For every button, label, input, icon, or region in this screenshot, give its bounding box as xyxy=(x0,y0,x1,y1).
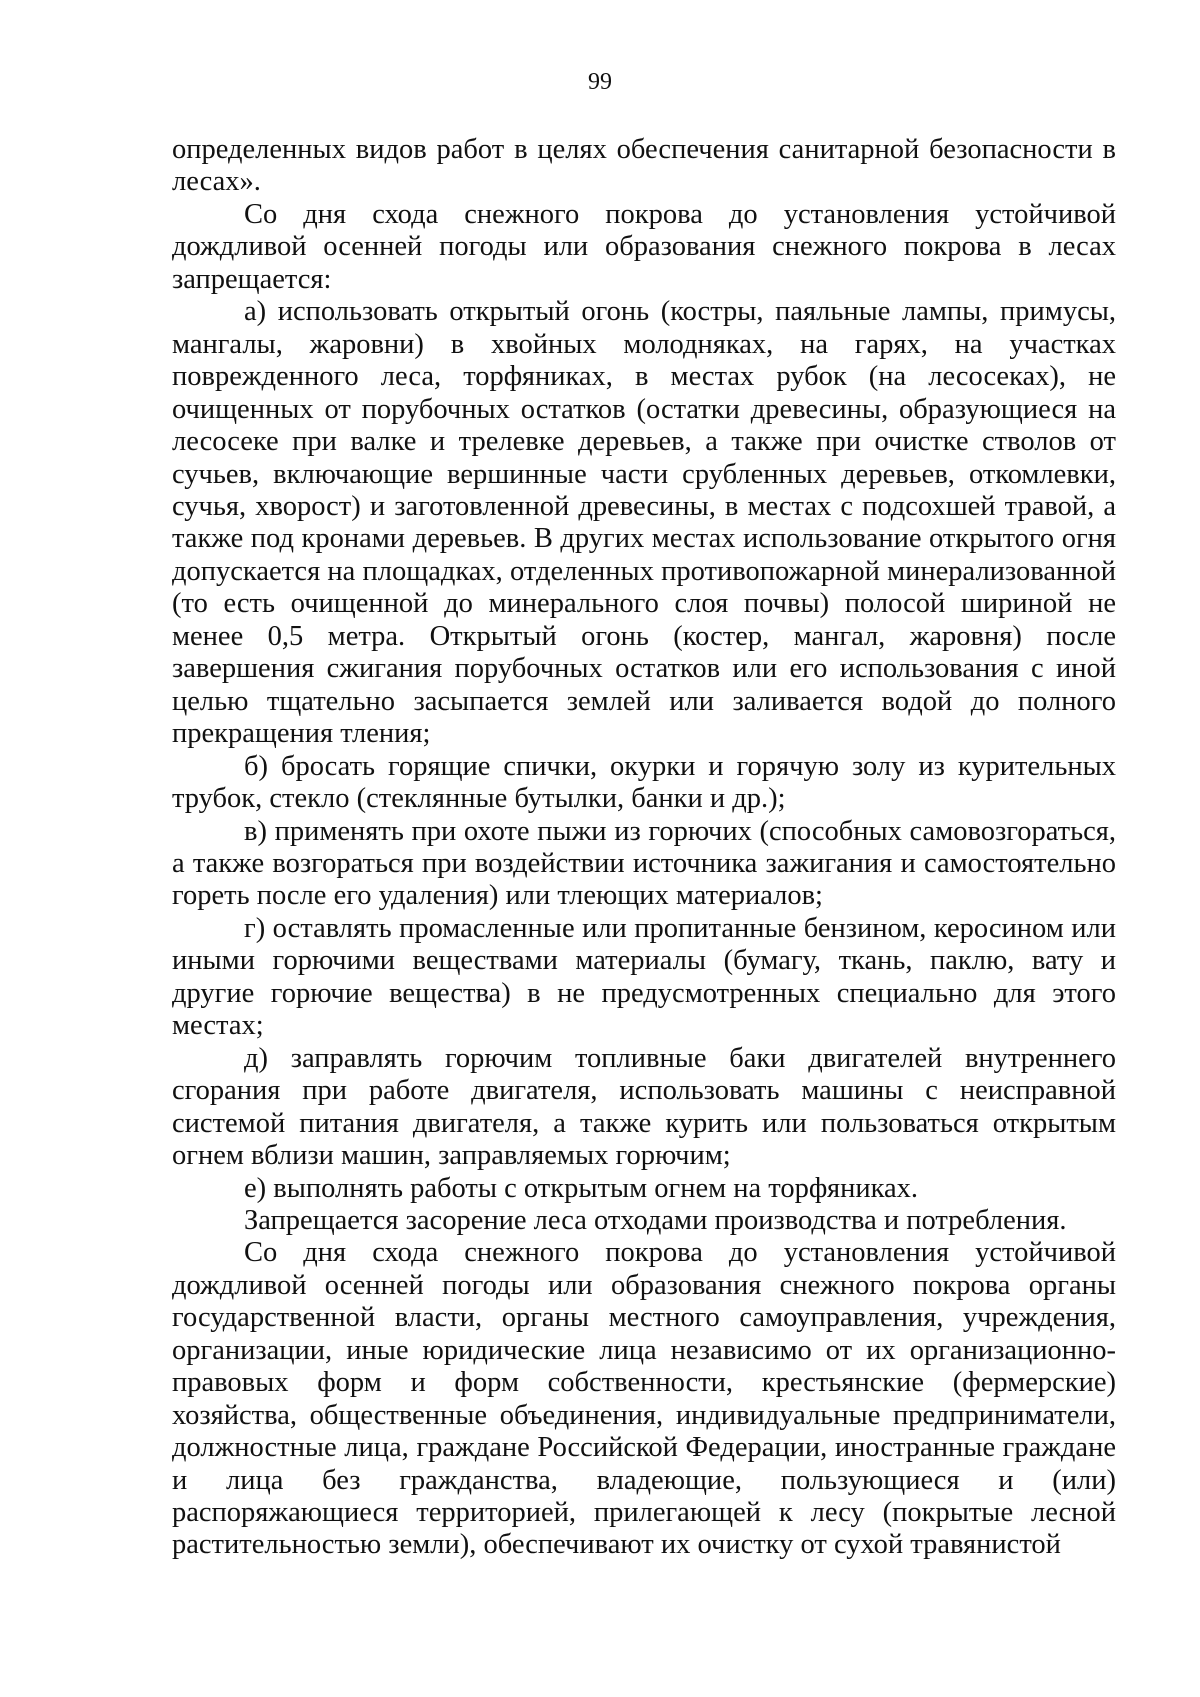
paragraph-item-d: д) заправлять горючим топливные баки двигателей внутреннего сгорания при работе двигателя, использовать машины с неисправной системой питания двигателя, а также курить или пользоваться открытым огнем вблизи машин, заправляемых горючим; xyxy=(172,1042,1116,1172)
document-body xyxy=(172,134,1116,1562)
page-number: 99 xyxy=(588,69,612,95)
paragraph-continuation: определенных видов работ в целях обеспечения санитарной безопасности в лесах». xyxy=(172,134,1116,198)
paragraph-item-e: е) выполнять работы с открытым огнем на торфяниках. xyxy=(244,1172,919,1204)
paragraph-littering-ban: Запрещается засорение леса отходами производства и потребления. xyxy=(244,1204,1067,1236)
paragraph-item-b: б) бросать горящие спички, окурки и горячую золу из курительных трубок, стекло (стеклянные бутылки, банки и др.); xyxy=(172,750,1116,815)
paragraph-adjacent-territory: Со дня схода снежного покрова до установления устойчивой дождливой осенней погоды или образования снежного покрова органы государственной власти, органы местного самоуправления, учреждения, организации, иные юридические лица независимо от их организационно-правовых форм и форм собственности, крестьянские (фермерские) хозяйства, общественные объединения, индивидуальные предприниматели, должностные лица, граждане Российской Федерации, иностранные граждане и лица без гражданства, владеющие, пользующиеся и (или) распоряжающиеся территорией, прилегающей к лесу (покрытые лесной растительностью земли), обеспечивают их очистку от сухой травянистой xyxy=(172,1237,1116,1561)
paragraph-item-g: г) оставлять промасленные или пропитанные бензином, керосином или иными горючими веществами материалы (бумагу, ткань, паклю, вату и другие горючие вещества) в не предусмотренных специально для этого местах; xyxy=(172,912,1116,1042)
paragraph-item-a: а) использовать открытый огонь (костры, паяльные лампы, примусы, мангалы, жаровни) в хвойных молодняках, на гарях, на участках поврежденного леса, торфяниках, в местах рубок (на лесосеках), не очищенных от порубочных остатков (остатки древесины, образующиеся на лесосеке при валке и трелевке деревьев, а также при очистке стволов от сучьев, включающие вершинные части срубленных деревьев, откомлевки, сучья, хворост) и заготовленной древесины, в местах с подсохшей травой, а также под кронами деревьев. В других местах использование открытого огня допускается на площадках, отделенных противопожарной минерализованной (то есть очищенной до минерального слоя почвы) полосой шириной не менее 0,5 метра. Открытый огонь (костер, мангал, жаровня) после завершения сжигания порубочных остатков или его использования с иной целью тщательно засыпается землей или заливается водой до полного прекращения тления; xyxy=(172,296,1116,750)
paragraph-prohibitions-intro: Со дня схода снежного покрова до установления устойчивой дождливой осенней погоды или образования снежного покрова в лесах запрещается: xyxy=(172,198,1116,295)
paragraph-item-v: в) применять при охоте пыжи из горючих (способных самовозгораться, а также возгораться при воздействии источника зажигания и самостоятельно гореть после его удаления) или тлеющих материалов; xyxy=(172,815,1116,912)
